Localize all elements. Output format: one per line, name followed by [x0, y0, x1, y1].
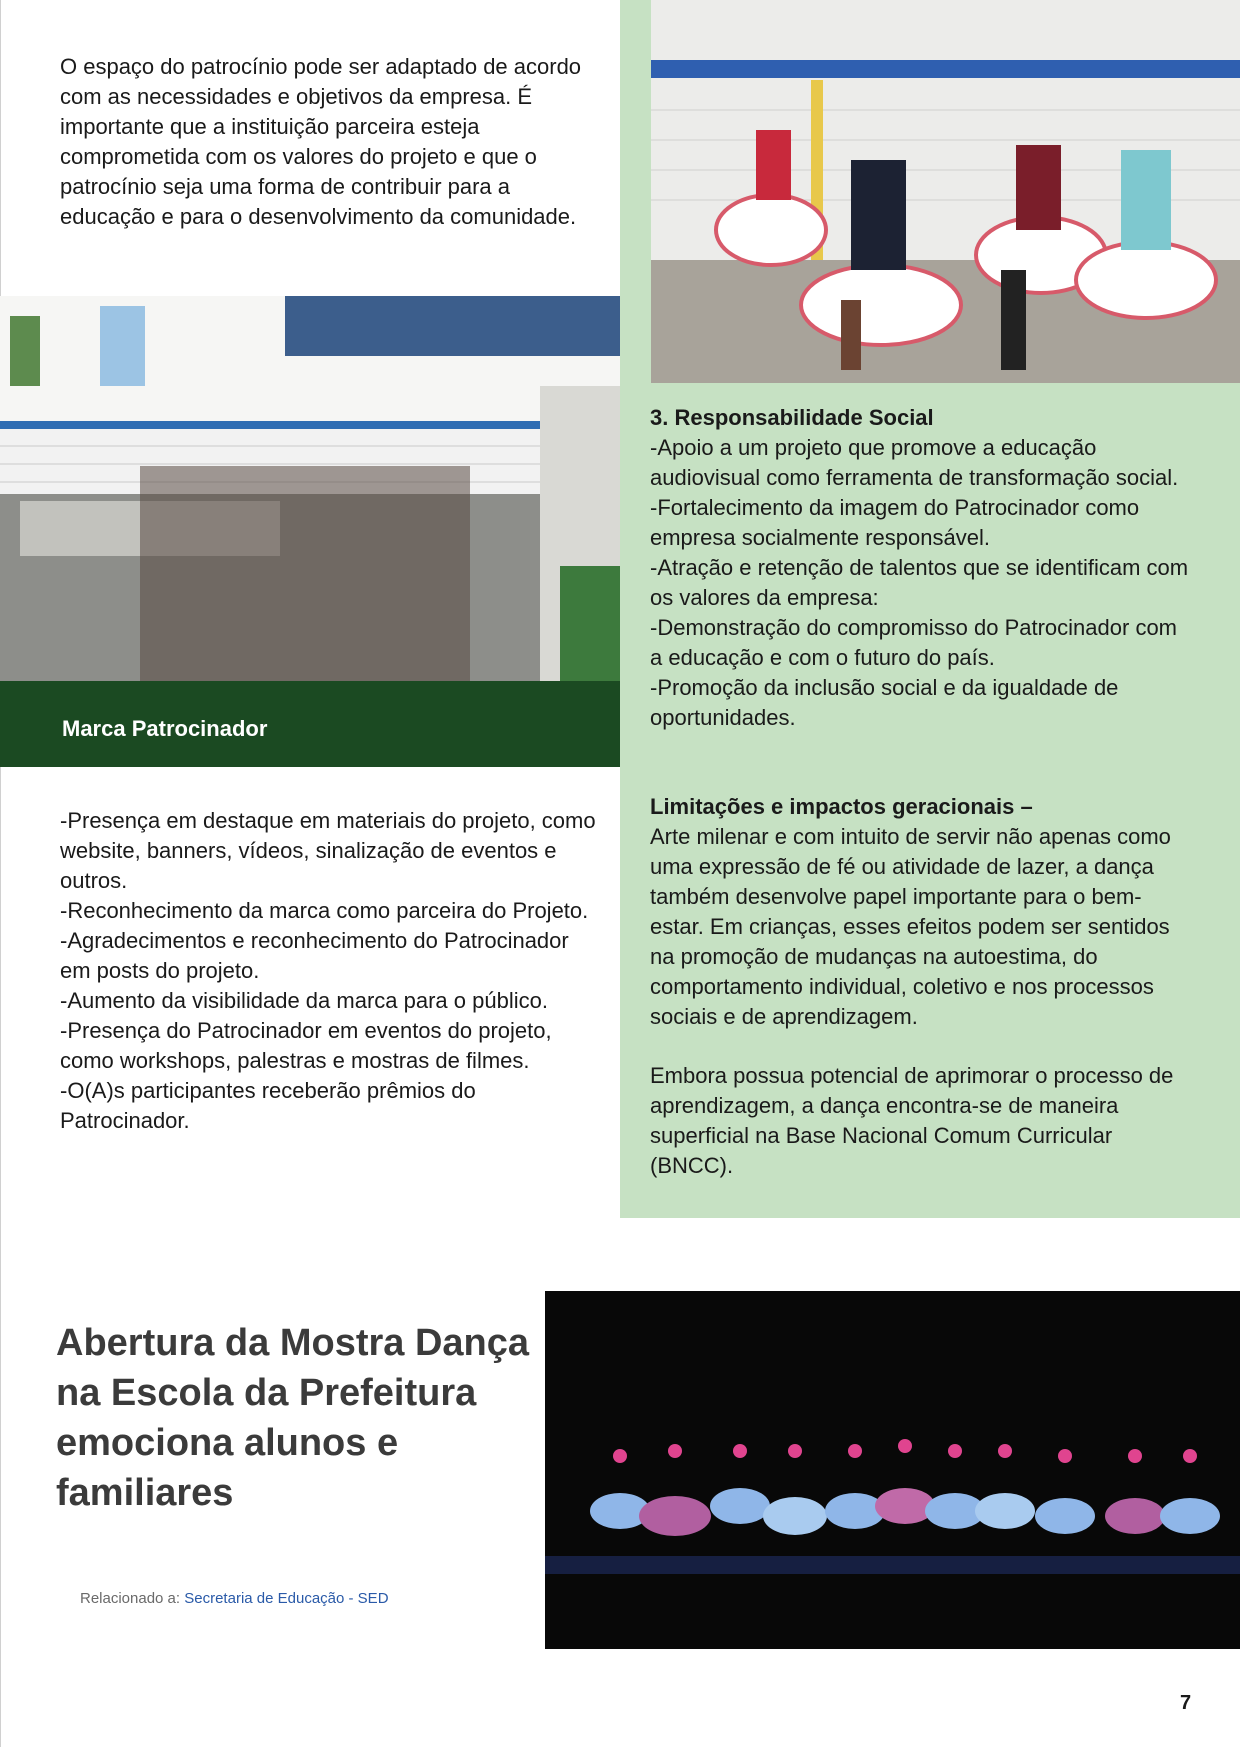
related-link[interactable]: Secretaria de Educação - SED: [184, 1590, 389, 1607]
children-dancing-photo: [651, 0, 1240, 383]
list-item: -Agradecimentos e reconhecimento do Patrocinador em posts do projeto.: [60, 928, 569, 983]
section-heading: 3. Responsabilidade Social: [650, 405, 934, 430]
list-item: -Reconhecimento da marca como parceira do Projeto.: [60, 898, 589, 923]
section-heading: Limitações e impactos geracionais –: [650, 794, 1033, 819]
list-item: -Atração e retenção de talentos que se identificam com os valores da empresa:: [650, 555, 1189, 610]
list-item: -Aumento da visibilidade da marca para o público.: [60, 988, 548, 1013]
stage-performance-photo: [545, 1291, 1240, 1649]
list-item: -Fortalecimento da imagem do Patrocinador como empresa socialmente responsável.: [650, 495, 1140, 550]
related-line: [80, 1590, 389, 1607]
sponsor-brand-title: Marca Patrocinador: [62, 716, 268, 741]
social-responsibility-section: [650, 403, 1190, 733]
list-item: -Demonstração do compromisso do Patrocinador com a educação e com o futuro do país.: [650, 615, 1178, 670]
limitations-section: [650, 792, 1195, 1032]
list-item: -Promoção da inclusão social e da igualdade de oportunidades.: [650, 675, 1119, 730]
list-item: -O(A)s participantes receberão prêmios do Patrocinador.: [60, 1078, 476, 1133]
list-item: -Apoio a um projeto que promove a educação audiovisual como ferramenta de transformação social.: [650, 435, 1179, 490]
list-item: -Presença em destaque em materiais do projeto, como website, banners, vídeos, sinalização de eventos e outros.: [60, 808, 596, 893]
body-paragraph: Arte milenar e com intuito de servir não apenas como uma expressão de fé ou atividade de lazer, a dança também desenvolve papel importante para o bem-estar. Em crianças, esses efeitos podem ser sentidos na promoção de mudanças na autoestima, do comportamento individual, coletivo e nos processos sociais e de aprendizagem.: [650, 824, 1171, 1029]
school-courtyard-photo: [0, 296, 620, 681]
list-item: -Presença do Patrocinador em eventos do projeto, como workshops, palestras e mostras de filmes.: [60, 1018, 552, 1073]
news-headline: Abertura da Mostra Dança na Escola da Prefeitura emociona alunos e familiares: [56, 1322, 530, 1514]
intro-paragraph: O espaço do patrocínio pode ser adaptado de acordo com as necessidades e objetivos da empresa. É importante que a instituição parceira esteja comprometida com os valores do projeto e que o patrocínio seja uma forma de contribuir para a educação e para o desenvolvimento da comunidade.: [60, 54, 582, 229]
related-prefix: Relacionado a:: [80, 1590, 181, 1607]
page-left-border: [0, 0, 1, 1747]
sponsor-brand-list: [60, 806, 600, 1136]
bncc-paragraph: Embora possua potencial de aprimorar o processo de aprendizagem, a dança encontra-se de maneira superficial na Base Nacional Comum Curricular (BNCC).: [650, 1063, 1174, 1178]
page-number: 7: [1180, 1692, 1192, 1714]
